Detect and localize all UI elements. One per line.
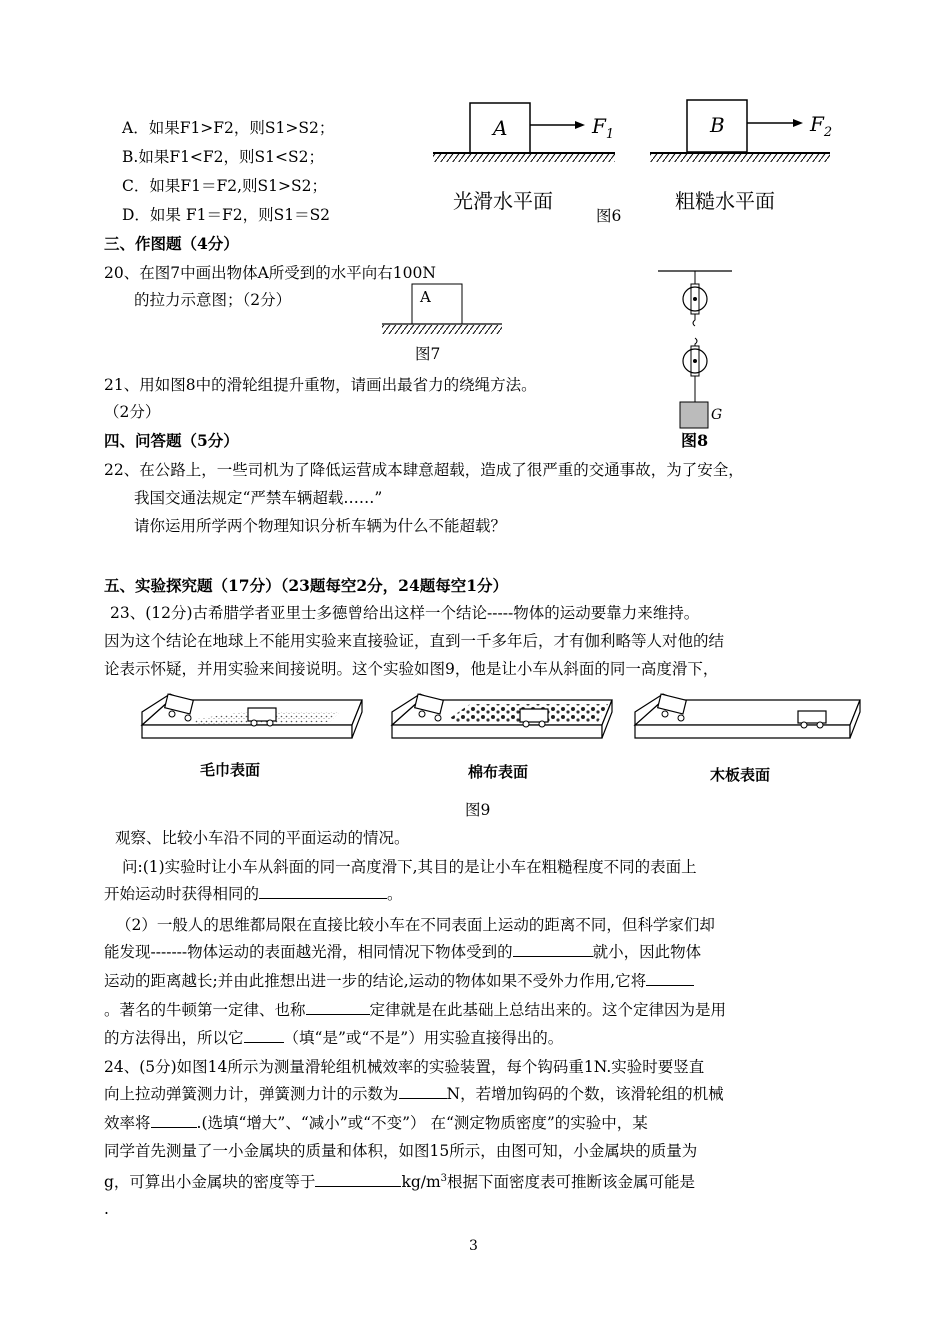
fixed-pulley-axle (693, 297, 697, 301)
q23-line-1: 23、(12分)古希腊学者亚里士多德曾给出这样一个结论-----物体的运动要靠力来维持。 (110, 604, 700, 622)
q20-line-2: 的拉力示意图；（2分） (134, 291, 292, 309)
blank-3[interactable] (646, 971, 694, 986)
q19-option-b: B.如果F1<F2，则S1<S2； (122, 148, 324, 166)
movable-pulley-hook (695, 338, 697, 346)
q23-line-10: 。著名的牛顿第一定律、也称 定律就是在此基础上总结出来的。这个定律因为是用 (104, 1001, 727, 1019)
blank-5[interactable] (244, 1028, 284, 1043)
figure-6 (425, 95, 845, 225)
arrow-f1-head (575, 121, 585, 129)
q19-option-a: A．如果F1>F2，则S1>S2； (122, 119, 335, 137)
q24-line-4: 同学首先测量了一小金属块的质量和体积，如图15所示，由图可知，小金属块的质量为 (104, 1142, 698, 1160)
weight-block (680, 402, 708, 428)
blank-4[interactable] (306, 1000, 370, 1015)
figure-8 (650, 266, 740, 434)
q22-line-2: 我国交通法规定“严禁车辆超载……” (134, 489, 383, 507)
arrow-f2-head (793, 119, 803, 127)
q19-option-c: C．如果F1＝F2,则S1>S2； (122, 177, 327, 195)
page-number: 3 (469, 1238, 478, 1254)
section-4-title: 四、问答题（5分） (104, 431, 239, 450)
q21-line-1: 21、用如图8中的滑轮组提升重物，请画出最省力的绕绳方法。 (104, 376, 537, 394)
q23-line-7: （2）一般人的思维都局限在直接比较小车在不同表面上运动的距离不同，但科学家们却 (116, 916, 715, 934)
surface-1-label: 光滑水平面 (453, 189, 553, 213)
q24-line-5: g，可算出小金属块的密度等于 $kg/m^3$根据下面密度表可推断该金属可能是 (104, 1173, 696, 1192)
q23-line-4: 观察、比较小车沿不同的平面运动的情况。 (115, 829, 410, 847)
box-a-label: A (420, 288, 431, 306)
q23-line-6: 开始运动时获得相同的 。 (104, 885, 403, 903)
weight-label: G (711, 407, 723, 423)
figure-9 (130, 690, 870, 790)
figure-7-caption: 图7 (415, 345, 441, 363)
section-3-title: 三、作图题（4分） (104, 234, 239, 253)
block-a-label: A (493, 116, 508, 140)
q24-line-6: . (104, 1200, 109, 1218)
fig7-ground-hatch (382, 325, 502, 334)
f1-label: $F_1$ (592, 114, 615, 142)
figure-8-caption: 图8 (681, 431, 709, 450)
figure-9-caption: 图9 (465, 801, 491, 819)
q23-line-8: 能发现-------物体运动的表面越光滑，相同情况下物体受到的 就小，因此物体 (104, 943, 702, 961)
q23-line-9: 运动的距离越长;并由此推想出进一步的结论,运动的物体如果不受外力作用,它将 (104, 971, 694, 991)
figure-6-caption: 图6 (596, 207, 622, 225)
f2-label: $F_2$ (810, 112, 833, 140)
q23-line-3: 论表示怀疑，并用实验来间接说明。这个实验如图9，他是让小车从斜面的同一高度滑下， (104, 660, 719, 678)
q23-line-5: 问:(1)实验时让小车从斜面的同一高度滑下,其目的是让小车在粗糙程度不同的表面上 (122, 858, 697, 876)
q24-line-3: 效率将 .(选填“增大”、“减小”或“不变”） 在“测定物质密度”的实验中，某 (104, 1114, 648, 1132)
blank-6[interactable] (399, 1084, 447, 1099)
q24-line-2: 向上拉动弹簧测力计，弹簧测力计的示数为 N，若增加钩码的个数，该滑轮组的机械 (104, 1085, 724, 1103)
q24-line-1: 24、(5分)如图14所示为测量滑轮组机械效率的实验装置，每个钩码重1N.实验时要竖直 (104, 1058, 705, 1076)
blank-8[interactable] (315, 1172, 401, 1187)
blank-7[interactable] (151, 1113, 197, 1128)
q22-line-3: 请你运用所学两个物理知识分析车辆为什么不能超载？ (134, 517, 507, 535)
blank-1[interactable] (259, 884, 387, 899)
label-towel: 毛巾表面 (200, 761, 261, 779)
block-b-label: B (710, 113, 725, 137)
label-cotton: 棉布表面 (468, 763, 529, 781)
surface-2-label: 粗糙水平面 (675, 189, 775, 213)
panel-towel (142, 694, 362, 738)
ground-1-hatch (433, 154, 615, 162)
q19-option-d: D．如果 F1＝F2，则S1＝S2 (122, 206, 331, 224)
q21-line-2: （2分） (104, 403, 161, 421)
panel-wood (635, 694, 860, 738)
label-wood: 木板表面 (710, 766, 771, 784)
blank-2[interactable] (513, 942, 593, 957)
q23-line-11: 的方法得出，所以它 （填“是”或“不是”）用实验直接得出的。 (104, 1029, 564, 1047)
section-5-title: 五、实验探究题（17分）（23题每空2分，24题每空1分） (104, 576, 509, 595)
fixed-pulley-hook (693, 314, 695, 326)
ground-2-hatch (650, 154, 830, 162)
q22-line-1: 22、在公路上，一些司机为了降低运营成本肆意超载，造成了很严重的交通事故，为了安全， (104, 461, 744, 479)
panel-cotton (392, 694, 612, 738)
q23-line-2: 因为这个结论在地球上不能用实验来直接验证，直到一千多年后，才有伽利略等人对他的结 (104, 632, 725, 650)
figure-7 (380, 282, 510, 342)
movable-pulley-axle (693, 359, 697, 363)
q20-line-1: 20、在图7中画出物体A所受到的水平向右100N (104, 264, 436, 282)
